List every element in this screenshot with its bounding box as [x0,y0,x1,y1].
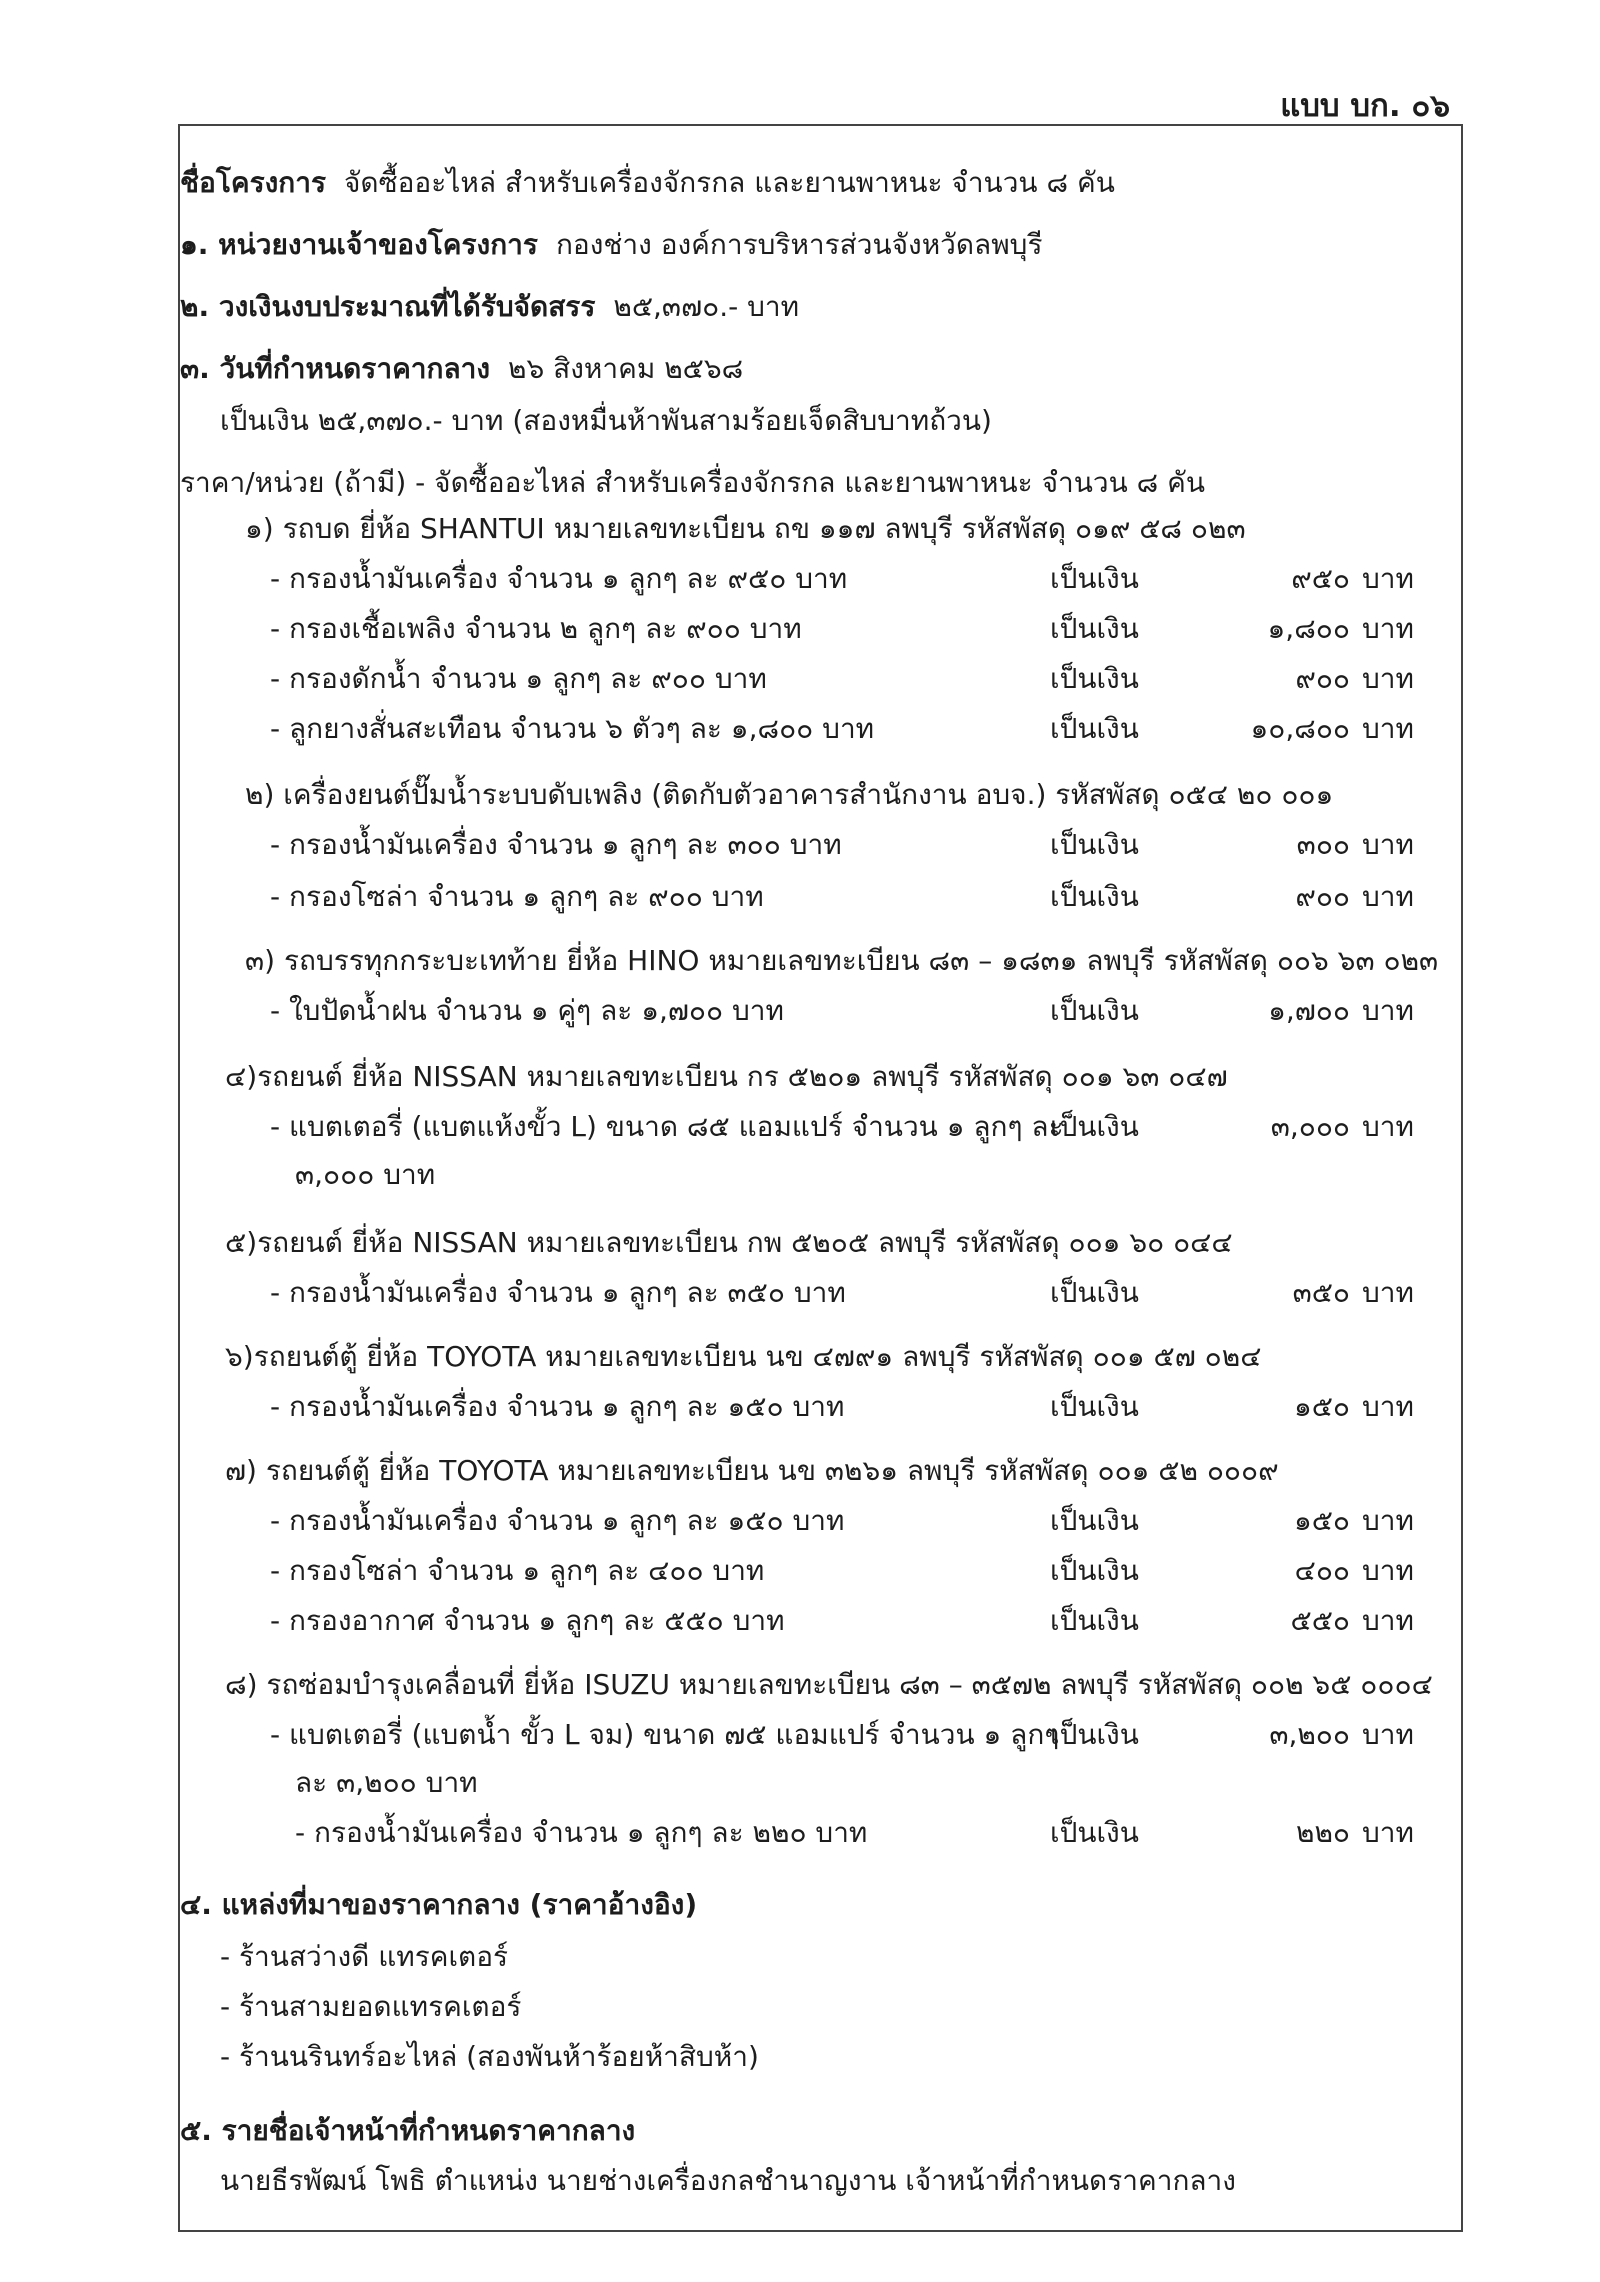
item-text: - กรองอากาศ จำนวน ๑ ลูกๆ ละ ๕๕๐ บาท [270,1604,785,1637]
item-text: - กรองน้ำมันเครื่อง จำนวน ๑ ลูกๆ ละ ๓๕๐ บาท [270,1276,846,1309]
group-title: ๕)รถยนต์ ยี่ห้อ NISSAN หมายเลขทะเบียน กพ ๕๒๐๕ ลพบุรี รหัสพัสดุ ๐๐๑ ๖๐ ๐๔๔ [225,1226,1233,1259]
item-amount: เป็นเงิน ๑๐,๘๐๐ บาท [1050,712,1414,745]
group-title: ๗) รถยนต์ตู้ ยี่ห้อ TOYOTA หมายเลขทะเบียน นข ๓๒๖๑ ลพบุรี รหัสพัสดุ ๐๐๑ ๕๒ ๐๐๐๙ [225,1454,1279,1487]
item-amount: เป็นเงิน ๑๕๐ บาท [1050,1390,1414,1423]
group-title: ๘) รถซ่อมบำรุงเคลื่อนที่ ยี่ห้อ ISUZU หมายเลขทะเบียน ๘๓ – ๓๕๗๒ ลพบุรี รหัสพัสดุ ๐๐๒ ๖๕ ๐๐๐๔ [225,1668,1433,1701]
group-title: ๖)รถยนต์ตู้ ยี่ห้อ TOYOTA หมายเลขทะเบียน นข ๔๗๙๑ ลพบุรี รหัสพัสดุ ๐๐๑ ๕๗ ๐๒๔ [225,1340,1262,1373]
item-amount: เป็นเงิน ๑๕๐ บาท [1050,1504,1414,1537]
section4-label: ๔. แหล่งที่มาของราคากลาง (ราคาอ้างอิง) [180,1888,698,1921]
item-amount: เป็นเงิน ๑,๘๐๐ บาท [1050,612,1414,645]
item-text: - กรองน้ำมันเครื่อง จำนวน ๑ ลูกๆ ละ ๑๕๐ บาท [270,1504,845,1537]
group-title: ๔)รถยนต์ ยี่ห้อ NISSAN หมายเลขทะเบียน กร ๕๒๐๑ ลพบุรี รหัสพัสดุ ๐๐๑ ๖๓ ๐๔๗ [225,1060,1228,1093]
section3-line [180,350,743,388]
item-text: - กรองดักน้ำ จำนวน ๑ ลูกๆ ละ ๙๐๐ บาท [270,662,767,695]
project-label: ชื่อโครงการ [180,166,327,199]
item-amount: เป็นเงิน ๕๕๐ บาท [1050,1604,1414,1637]
item-text: - กรองน้ำมันเครื่อง จำนวน ๑ ลูกๆ ละ ๙๕๐ บาท [270,562,848,595]
item-amount: เป็นเงิน ๓๐๐ บาท [1050,828,1414,861]
item-text: - กรองน้ำมันเครื่อง จำนวน ๑ ลูกๆ ละ ๑๕๐ บาท [270,1390,845,1423]
item-text: - ใบปัดน้ำฝน จำนวน ๑ คู่ๆ ละ ๑,๗๐๐ บาท [270,994,784,1027]
section3-value: ๒๖ สิงหาคม ๒๕๖๘ [508,352,744,385]
price-unit-line: ราคา/หน่วย (ถ้ามี) - จัดซื้ออะไหล่ สำหรับเครื่องจักรกล และยานพาหนะ จำนวน ๘ คัน [180,466,1205,499]
item-text: - กรองโซล่า จำนวน ๑ ลูกๆ ละ ๔๐๐ บาท [270,1554,765,1587]
item-text-continuation: ๓,๐๐๐ บาท [295,1158,436,1191]
item-text: - กรองน้ำมันเครื่อง จำนวน ๑ ลูกๆ ละ ๓๐๐ บาท [270,828,842,861]
section5-label: ๕. รายชื่อเจ้าหน้าที่กำหนดราคากลาง [180,2114,636,2147]
group-title: ๑) รถบด ยี่ห้อ SHANTUI หมายเลขทะเบียน ถข ๑๑๗ ลพบุรี รหัสพัสดุ ๐๑๙ ๕๘ ๐๒๓ [245,512,1246,545]
item-text: - แบตเตอรี่ (แบตแห้งขั้ว L) ขนาด ๘๕ แอมแปร์ จำนวน ๑ ลูกๆ ละ [270,1110,1064,1143]
group-title: ๒) เครื่องยนต์ปั๊มน้ำระบบดับเพลิง (ติดกับตัวอาคารสำนักงาน อบจ.) รหัสพัสดุ ๐๕๔ ๒๐ ๐๐๑ [245,778,1334,811]
item-amount: เป็นเงิน ๑,๗๐๐ บาท [1050,994,1414,1027]
item-amount: เป็นเงิน ๔๐๐ บาท [1050,1554,1414,1587]
item-text: - ลูกยางสั่นสะเทือน จำนวน ๖ ตัวๆ ละ ๑,๘๐๐ บาท [270,712,875,745]
reference-source: - ร้านนรินทร์อะไหล่ (สองพันห้าร้อยห้าสิบห้า) [220,2040,759,2073]
item-text: - กรองโซล่า จำนวน ๑ ลูกๆ ละ ๙๐๐ บาท [270,880,764,913]
section3-label: ๓. วันที่กำหนดราคากลาง [180,352,491,385]
item-amount: เป็นเงิน ๙๐๐ บาท [1050,662,1414,695]
section5-value: นายธีรพัฒน์ โพธิ ตำแหน่ง นายช่างเครื่องกลชำนาญงาน เจ้าหน้าที่กำหนดราคากลาง [220,2164,1236,2197]
section1-line [180,226,1042,264]
project-line [180,164,1115,202]
section2-label: ๒. วงเงินงบประมาณที่ได้รับจัดสรร [180,290,596,323]
item-text: - แบตเตอรี่ (แบตน้ำ ขั้ว L จม) ขนาด ๗๕ แอมแปร์ จำนวน ๑ ลูกๆ [270,1718,1060,1751]
item-text-continuation: ละ ๓,๒๐๐ บาท [295,1766,478,1799]
document-frame [178,124,1463,2232]
form-code: แบบ บก. ๐๖ [1280,88,1450,124]
item-amount: เป็นเงิน ๙๕๐ บาท [1050,562,1414,595]
section1-value: กองช่าง องค์การบริหารส่วนจังหวัดลพบุรี [555,228,1043,261]
item-amount: เป็นเงิน ๓,๐๐๐ บาท [1050,1110,1414,1143]
item-amount: เป็นเงิน ๓,๒๐๐ บาท [1050,1718,1414,1751]
project-value: จัดซื้ออะไหล่ สำหรับเครื่องจักรกล และยานพาหนะ จำนวน ๘ คัน [344,166,1115,199]
item-amount: เป็นเงิน ๒๒๐ บาท [1050,1816,1414,1849]
group-title: ๓) รถบรรทุกกระบะเทท้าย ยี่ห้อ HINO หมายเลขทะเบียน ๘๓ – ๑๘๓๑ ลพบุรี รหัสพัสดุ ๐๐๖ ๖๓ ๐๒๓ [245,944,1439,977]
reference-source: - ร้านสามยอดแทรคเตอร์ [220,1990,522,2023]
section1-label: ๑. หน่วยงานเจ้าของโครงการ [180,228,538,261]
section2-line [180,288,799,326]
item-amount: เป็นเงิน ๓๕๐ บาท [1050,1276,1414,1309]
section3-amount-line: เป็นเงิน ๒๕,๓๗๐.- บาท (สองหมื่นห้าพันสามร้อยเจ็ดสิบบาทถ้วน) [220,404,992,437]
reference-source: - ร้านสว่างดี แทรคเตอร์ [220,1940,509,1973]
item-amount: เป็นเงิน ๙๐๐ บาท [1050,880,1414,913]
item-text: - กรองน้ำมันเครื่อง จำนวน ๑ ลูกๆ ละ ๒๒๐ บาท [295,1816,868,1849]
item-text: - กรองเชื้อเพลิง จำนวน ๒ ลูกๆ ละ ๙๐๐ บาท [270,612,802,645]
section2-value: ๒๕,๓๗๐.- บาท [613,290,800,323]
